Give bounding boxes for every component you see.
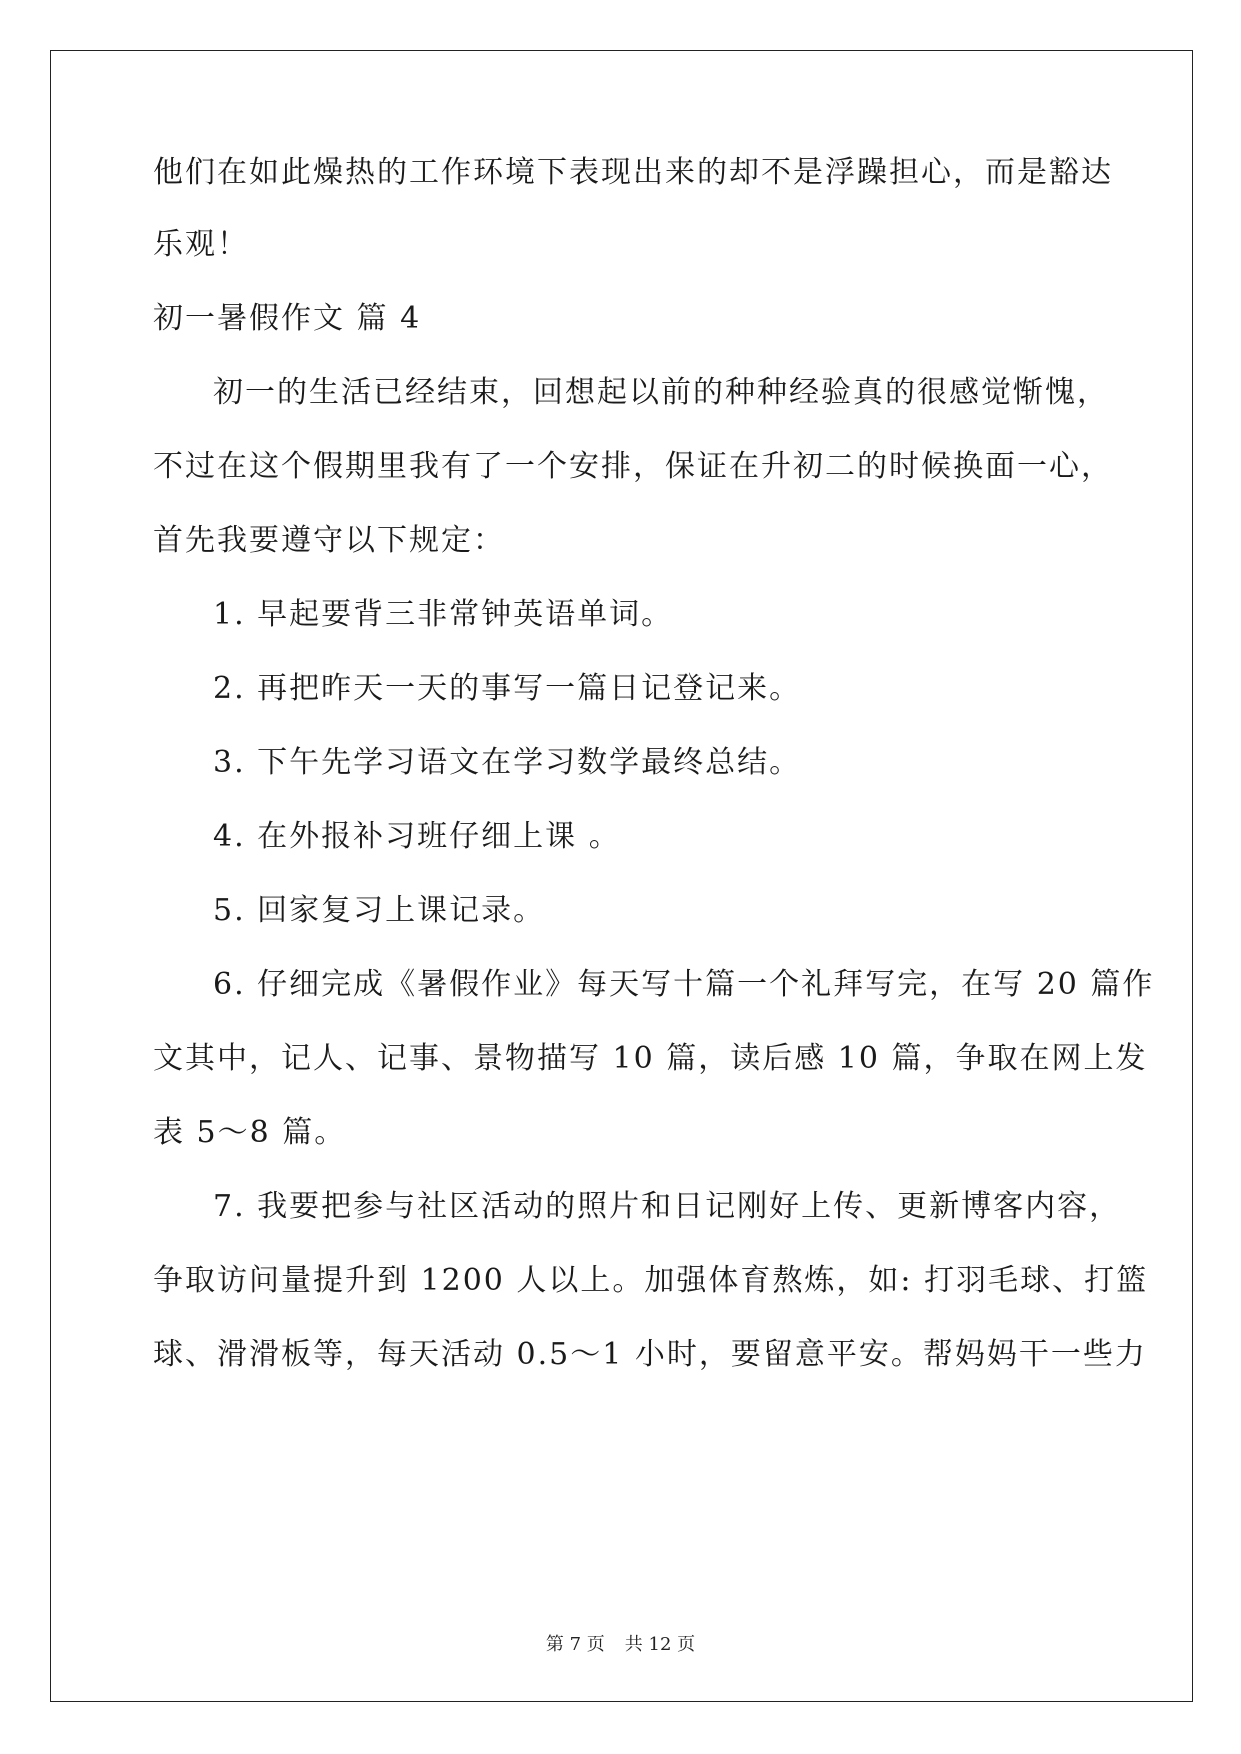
list-item: 1. 早起要背三非常钟英语单词。 xyxy=(213,597,674,632)
page-total: 共 12 页 xyxy=(624,1634,696,1655)
paragraph-line: 乐观！ xyxy=(153,227,249,262)
list-item: 3. 下午先学习语文在学习数学最终总结。 xyxy=(213,745,802,780)
list-item: 7. 我要把参与社区活动的照片和日记刚好上传、更新博客内容， xyxy=(213,1189,1122,1224)
paragraph-line: 初一的生活已经结束，回想起以前的种种经验真的很感觉惭愧， xyxy=(213,375,1109,410)
paragraph-line: 争取访问量提升到 1200 人以上。加强体育熬炼，如: 打羽毛球、打篮 xyxy=(153,1263,1149,1298)
paragraph-line: 表 5～8 篇。 xyxy=(153,1115,347,1150)
paragraph-line: 文其中，记人、记事、景物描写 10 篇，读后感 10 篇，争取在网上发 xyxy=(153,1041,1148,1076)
page-border xyxy=(50,50,1193,1702)
list-item: 5. 回家复习上课记录。 xyxy=(213,893,546,928)
paragraph-line: 他们在如此燥热的工作环境下表现出来的却不是浮躁担心，而是豁达 xyxy=(153,155,1113,190)
list-item: 4. 在外报补习班仔细上课 。 xyxy=(213,819,621,854)
list-item: 6. 仔细完成《暑假作业》每天写十篇一个礼拜写完，在写 20 篇作 xyxy=(213,967,1155,1002)
paragraph-line: 首先我要遵守以下规定： xyxy=(153,523,505,558)
page-number: 第 7 页 xyxy=(545,1634,605,1655)
section-heading: 初一暑假作文 篇 4 xyxy=(153,301,422,336)
paragraph-line: 球、滑滑板等，每天活动 0.5～1 小时，要留意平安。帮妈妈干一些力 xyxy=(153,1337,1147,1372)
page-footer xyxy=(0,1630,1241,1656)
list-item: 2. 再把昨天一天的事写一篇日记登记来。 xyxy=(213,671,802,706)
paragraph-line: 不过在这个假期里我有了一个安排，保证在升初二的时候换面一心， xyxy=(153,449,1113,484)
